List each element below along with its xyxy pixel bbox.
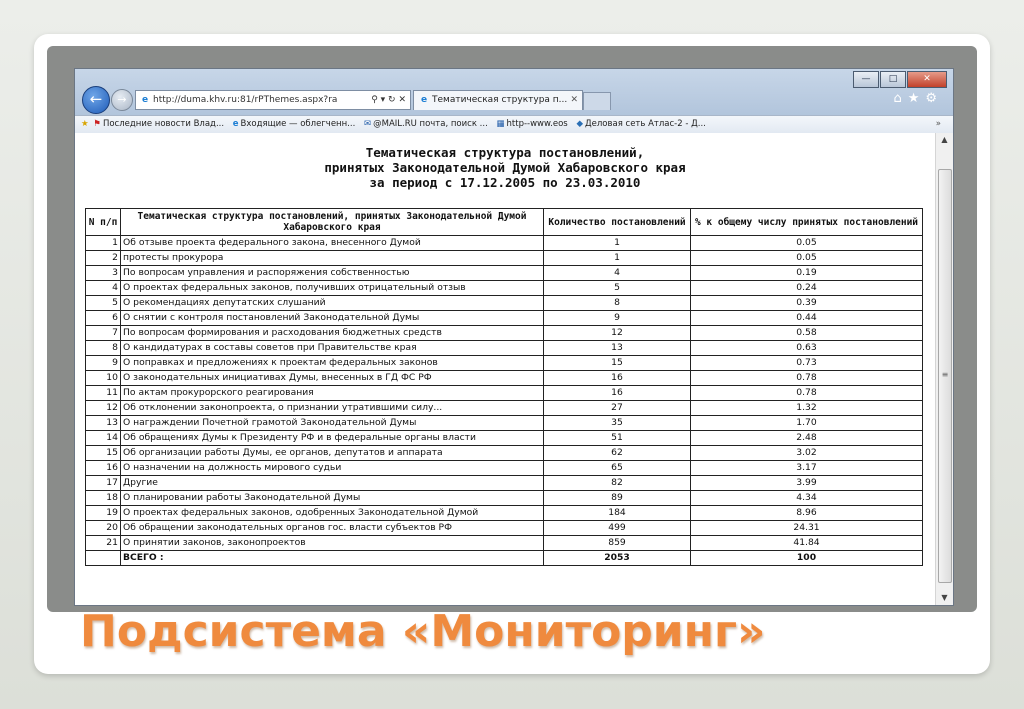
row-number: 7 [86,326,121,341]
favorite-link-2[interactable]: Входящие — облегченн... [240,119,356,129]
row-percent: 0.05 [691,236,923,251]
row-percent: 0.44 [691,311,923,326]
row-percent: 0.78 [691,371,923,386]
row-percent: 3.17 [691,461,923,476]
row-number: 21 [86,536,121,551]
row-number: 19 [86,506,121,521]
table-row [86,416,923,431]
report-title-line-1: Тематическая структура постановлений, [365,145,645,160]
row-count: 82 [544,476,691,491]
row-number: 10 [86,371,121,386]
maximize-icon[interactable]: □ [880,71,906,88]
grip-icon: ≡ [941,370,949,379]
ie-tab-icon: e [420,95,428,105]
row-number: 20 [86,521,121,536]
row-count: 62 [544,446,691,461]
row-theme: Об отзыве проекта федерального закона, внесенного Думой [121,236,544,251]
forward-arrow-icon[interactable]: → [111,89,133,111]
browser-window [74,68,954,606]
row-percent: 0.39 [691,296,923,311]
report-title-line-2: принятых Законодательной Думой Хабаровского края [324,160,686,175]
row-percent: 3.02 [691,446,923,461]
row-number: 9 [86,356,121,371]
address-url: http://duma.khv.ru:81/rPThemes.aspx?ra [153,95,338,105]
row-number: 14 [86,431,121,446]
row-theme: О кандидатурах в составы советов при Правительстве края [121,341,544,356]
tab-title: Тематическая структура п... [432,95,568,105]
row-theme: О планировании работы Законодательной Думы [121,491,544,506]
ie-page-icon: e [141,95,149,105]
scroll-thumb[interactable] [938,169,952,583]
web-slice-icon: ▦ [496,119,505,129]
table-row [86,491,923,506]
row-number: 16 [86,461,121,476]
table-row [86,446,923,461]
favorite-link-3[interactable]: @MAIL.RU почта, поиск ... [373,119,488,129]
row-count: 35 [544,416,691,431]
table-header-row [86,209,923,236]
header-theme: Тематическая структура постановлений, принятых Законодательной Думой Хабаровского края [121,209,544,236]
row-count: 16 [544,386,691,401]
news-icon: ⚑ [93,119,101,129]
table-row [86,506,923,521]
table-row [86,536,923,551]
favorite-link-1[interactable]: Последние новости Влад... [102,119,225,129]
row-count: 1 [544,236,691,251]
page-content [75,133,935,605]
row-theme: О законодательных инициативах Думы, внесенных в ГД ФС РФ [121,371,544,386]
total-label: ВСЕГО : [121,551,544,566]
table-body [86,236,923,566]
table-row [86,476,923,491]
row-theme: Об обращениях Думы к Президенту РФ и в федеральные органы власти [121,431,544,446]
scroll-down-arrow-icon[interactable]: ▼ [941,593,948,602]
table-row [86,521,923,536]
row-number: 4 [86,281,121,296]
row-percent: 0.78 [691,386,923,401]
favorite-link-4[interactable]: http--www.eos [506,119,568,129]
row-count: 4 [544,266,691,281]
report-title [75,145,935,190]
table-row [86,341,923,356]
row-percent: 4.34 [691,491,923,506]
home-favorites-tools-icons[interactable]: ⌂★⚙ [893,91,943,106]
row-theme: Об отклонении законопроекта, о признании утратившими силу... [121,401,544,416]
row-percent: 1.32 [691,401,923,416]
row-number: 5 [86,296,121,311]
row-count: 27 [544,401,691,416]
table-row [86,431,923,446]
table-row [86,326,923,341]
table-row [86,236,923,251]
row-percent: 0.63 [691,341,923,356]
row-number: 2 [86,251,121,266]
row-count: 499 [544,521,691,536]
table-row [86,401,923,416]
table-row [86,251,923,266]
row-percent: 1.70 [691,416,923,431]
row-number: 18 [86,491,121,506]
report-title-line-3: за период с 17.12.2005 по 23.03.2010 [369,175,641,190]
row-percent: 8.96 [691,506,923,521]
window-controls [852,71,947,88]
favorites-star-icon[interactable]: ★ [81,119,89,129]
row-percent: 0.19 [691,266,923,281]
row-count: 89 [544,491,691,506]
table-row [86,296,923,311]
row-theme: По актам прокурорского реагирования [121,386,544,401]
table-row [86,266,923,281]
table-row [86,386,923,401]
row-count: 1 [544,251,691,266]
table-row [86,356,923,371]
row-theme: О назначении на должность мирового судьи [121,461,544,476]
row-count: 9 [544,311,691,326]
tab-active[interactable] [413,90,583,110]
row-count: 65 [544,461,691,476]
row-percent: 0.58 [691,326,923,341]
atlas-icon: ◆ [576,119,583,129]
row-count: 5 [544,281,691,296]
favorites-bar [75,115,953,134]
mail-icon: ✉ [363,119,372,129]
row-number: 11 [86,386,121,401]
table-row [86,461,923,476]
row-theme: протесты прокурора [121,251,544,266]
row-percent: 0.05 [691,251,923,266]
report-table [85,208,923,566]
row-count: 184 [544,506,691,521]
table-row [86,311,923,326]
row-percent: 0.73 [691,356,923,371]
search-refresh-stop-icons[interactable]: ⚲ ▾ ↻ ✕ [371,95,406,105]
close-icon[interactable]: ✕ [907,71,947,88]
row-number: 13 [86,416,121,431]
row-count: 8 [544,296,691,311]
table-row [86,281,923,296]
row-count: 13 [544,341,691,356]
minimize-icon[interactable]: — [853,71,879,88]
scroll-up-arrow-icon[interactable]: ▲ [941,135,948,144]
row-theme: О награждении Почетной грамотой Законодательной Думы [121,416,544,431]
back-arrow-icon[interactable]: ← [82,86,110,114]
new-tab-button[interactable] [583,92,611,110]
row-theme: О проектах федеральных законов, одобренных Законодательной Думой [121,506,544,521]
row-percent: 3.99 [691,476,923,491]
header-pct: % к общему числу принятых постановлений [691,209,923,236]
row-count: 859 [544,536,691,551]
row-theme: По вопросам формирования и расходования бюджетных средств [121,326,544,341]
row-theme: Об организации работы Думы, ее органов, депутатов и аппарата [121,446,544,461]
row-count: 16 [544,371,691,386]
row-number: 8 [86,341,121,356]
row-number: 3 [86,266,121,281]
total-percent: 100 [691,551,923,566]
row-percent: 0.24 [691,281,923,296]
total-row [86,551,923,566]
address-bar[interactable] [135,90,411,110]
row-count: 51 [544,431,691,446]
row-theme: О поправках и предложениях к проектам федеральных законов [121,356,544,371]
vertical-scrollbar[interactable] [935,133,953,605]
total-num-empty [86,551,121,566]
row-number: 15 [86,446,121,461]
slide-title: Подсистема «Мониторинг» [80,606,766,657]
total-count: 2053 [544,551,691,566]
row-number: 17 [86,476,121,491]
row-theme: О снятии с контроля постановлений Законодательной Думы [121,311,544,326]
favorite-link-5[interactable]: Деловая сеть Атлас-2 - Д... [584,119,706,129]
row-number: 1 [86,236,121,251]
row-count: 15 [544,356,691,371]
browser-titlebar [75,69,953,115]
row-theme: Об обращении законодательных органов гос. власти субъектов РФ [121,521,544,536]
more-favorites-chevron-icon[interactable]: » [935,119,941,129]
row-theme: Другие [121,476,544,491]
row-theme: О проектах федеральных законов, получивших отрицательный отзыв [121,281,544,296]
ie-fav-icon: e [232,119,239,129]
row-theme: О принятии законов, законопроектов [121,536,544,551]
row-number: 6 [86,311,121,326]
header-num: N п/п [86,209,121,236]
row-percent: 2.48 [691,431,923,446]
row-percent: 24.31 [691,521,923,536]
tab-close-icon[interactable]: ✕ [570,95,578,105]
table-row [86,371,923,386]
row-theme: По вопросам управления и распоряжения собственностью [121,266,544,281]
row-number: 12 [86,401,121,416]
header-count: Количество постановлений [544,209,691,236]
row-theme: О рекомендациях депутатских слушаний [121,296,544,311]
row-percent: 41.84 [691,536,923,551]
row-count: 12 [544,326,691,341]
